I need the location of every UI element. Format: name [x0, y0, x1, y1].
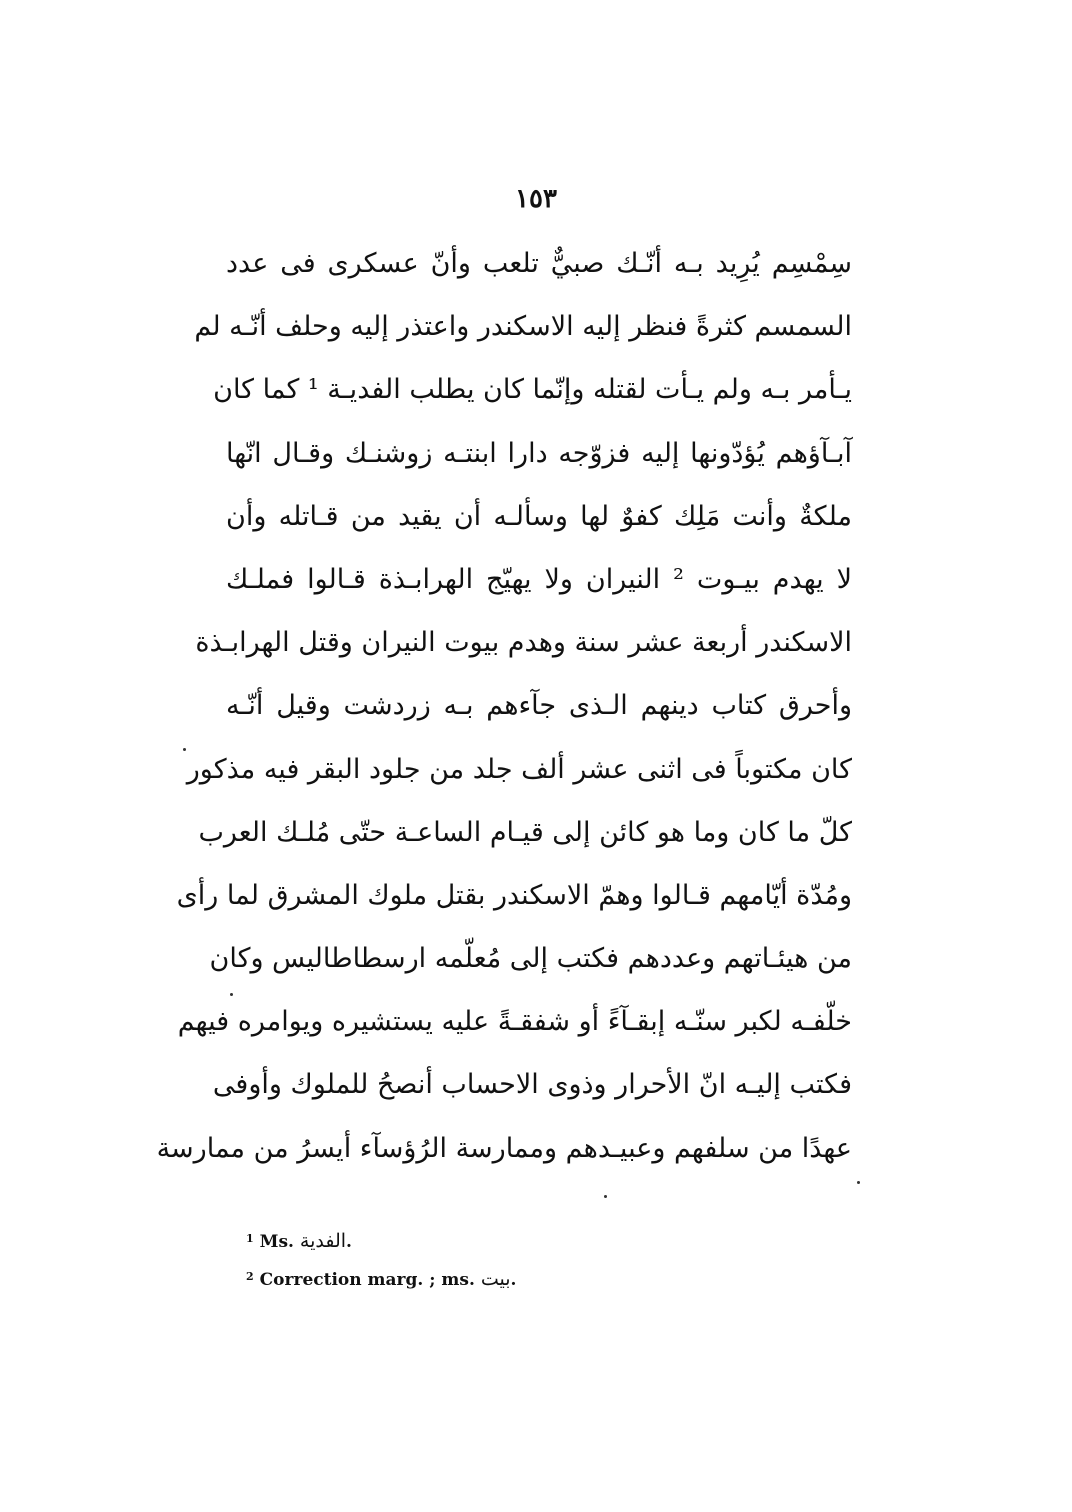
scan-speck — [183, 748, 186, 751]
footnote-marker: 2 — [246, 1270, 254, 1283]
text-line: لا يهدم بيـوت ² النيران ولا يهيّج الهرابـذة قـالوا فملـك — [226, 563, 853, 595]
text-line: كان مكتوباً فى اثنى عشر ألف جلد من جلود البقر فيه مذكور — [186, 753, 852, 785]
text-line: خلّفـه لكبر سنّـه إبقـآءً أو شفقـةً عليه يستشيره ويوامره فيهم — [177, 1006, 852, 1038]
text-line: آبـآؤهم يُؤدّونها إليه فزوّجه دارا ابنتـه زوشنـك وقـال انّها — [226, 437, 852, 469]
text-line: كلّ ما كان وما هو كائن إلى قيـام الساعـة حتّى مُلـك العرب — [198, 816, 852, 848]
footnote-latin: Correction marg. ; ms. — [259, 1270, 475, 1290]
text-line: يـأمر بـه ولم يـأت لقتله وإنّما كان يطلب الفديـة ¹ كما كان — [213, 374, 852, 406]
text-line: السمسم كثرةً فنظر إليه الاسكندر واعتذر إليه وحلف أنّـه لم — [194, 311, 852, 343]
text-line: ومُدّة أيّامهم قـالوا وهمّ الاسكندر بقتل ملوك المشرق لما رأى — [176, 879, 852, 911]
scan-speck — [230, 993, 233, 996]
footnote-marker: 1 — [246, 1232, 254, 1245]
footnote-end: . — [346, 1232, 352, 1252]
text-line: الاسكندر أربعة عشر سنة وهدم بيوت النيران وقتل الهرابـذة — [195, 627, 852, 659]
text-line: ملكةٌ وأنت مَلِك كفوٌ لها وسألـه أن يقيد من قـاتله وأن — [226, 500, 852, 532]
footnotes — [246, 1222, 646, 1298]
footnote-1 — [246, 1222, 646, 1260]
text-line: عهدًا من سلفهم وعبيـدهم وممارسة الرُؤسآء أيسرُ من ممارسة — [156, 1132, 852, 1164]
text-line: فكتب إليـه انّ الأحرار وذوى الاحساب أنصحُ للملوك وأوفى — [212, 1069, 852, 1101]
text-line: وأحرق كتاب دينهم الـذى جآءهم بـه زردشت وقيل أنّـه — [226, 690, 852, 722]
footnote-arabic: بيت — [480, 1268, 511, 1290]
text-line: من هيئـاتهم وعددهم فكتب إلى مُعلّمه ارسطاطاليس وكان — [209, 943, 852, 975]
scan-speck — [857, 1181, 860, 1184]
page-number: ١٥٣ — [515, 184, 557, 214]
arabic-body-text — [156, 232, 853, 1180]
footnote-arabic: الفدية — [299, 1230, 347, 1252]
footnote-end: . — [510, 1270, 517, 1290]
text-line: سِمْسِم يُرِيد بـه أنّـك صبيٌّ تلعب وأنّ عسكرى فى عدد — [226, 248, 852, 279]
scan-speck — [604, 1195, 607, 1198]
footnote-2 — [246, 1260, 646, 1298]
footnote-latin: Ms. — [259, 1232, 294, 1252]
